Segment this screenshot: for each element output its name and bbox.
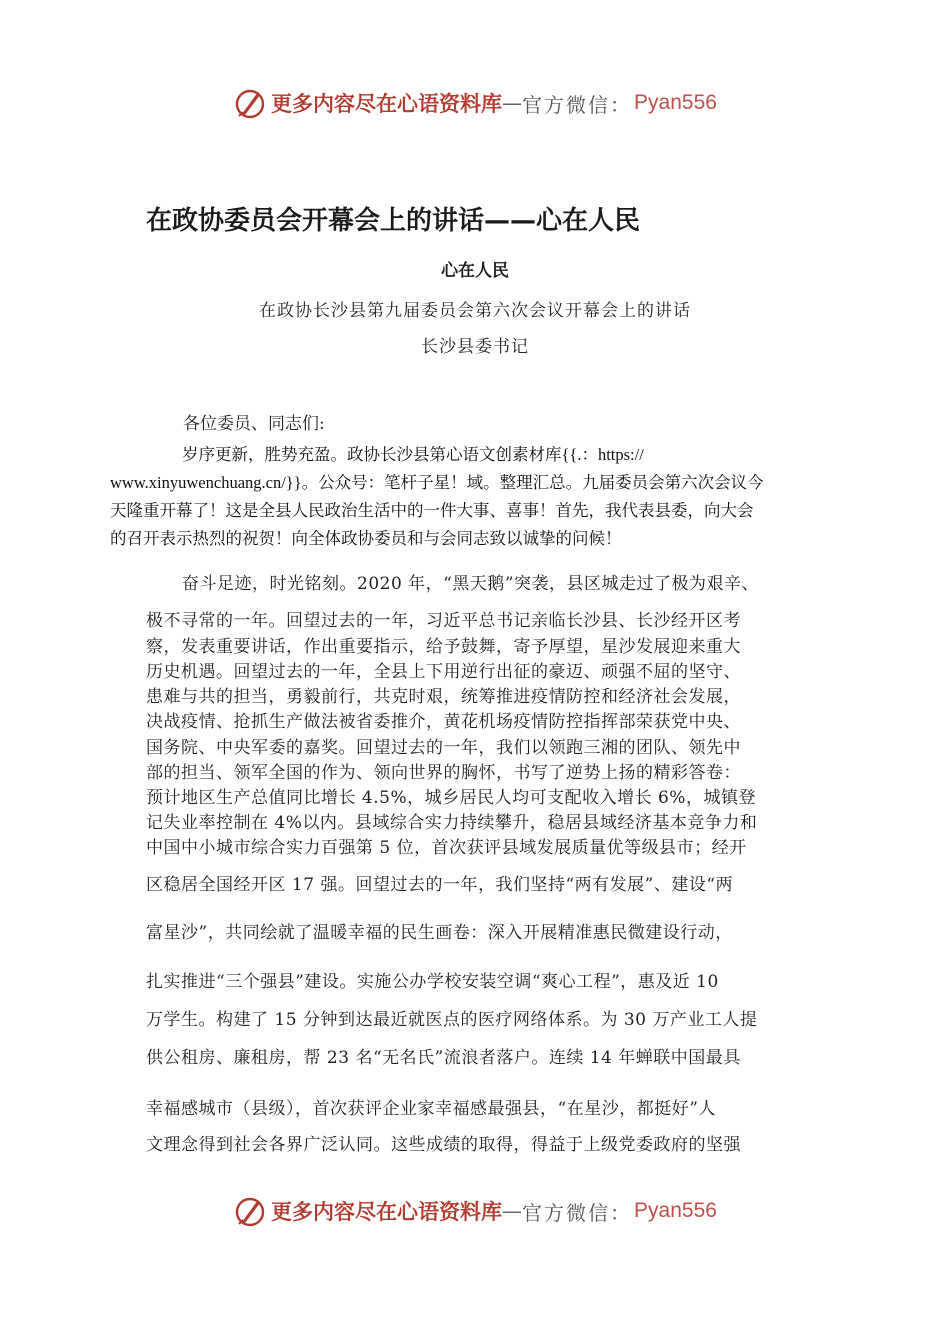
paragraph-line: 天隆重开幕了！这是全县人民政治生活中的一件大事、喜事！首先，我代表县委，向大会 xyxy=(110,501,754,520)
banner-wechat-id: Pyan556 xyxy=(634,1199,717,1222)
speaker-title: 长沙县委书记 xyxy=(421,337,529,357)
body-line: 部的担当、领军全国的作为、领向世界的胸怀，书写了逆势上扬的精彩答卷： xyxy=(146,763,741,783)
paragraph-line: www.xinyuwenchuang.cn/}}。公众号：笔杆子星！域。整理汇总。九届委员会第六次会议今 xyxy=(110,473,764,492)
body-line: 记失业率控制在 4%以内。县域综合实力持续攀升，稳居县域经济基本竞争力和 xyxy=(146,813,758,833)
body-line: 历史机遇。回望过去的一年，全县上下用逆行出征的豪迈、顽强不屈的坚守、 xyxy=(146,662,741,682)
body-line: 奋斗足迹，时光铭刻。2020 年，“黑天鹅”突袭，县区城走过了极为艰辛、 xyxy=(182,574,760,594)
banner-wechat-label: 官方微信： xyxy=(522,92,633,117)
header-banner xyxy=(0,83,950,123)
banner-slogan: 更多内容尽在心语资料库 xyxy=(271,91,503,116)
banner-slogan: 更多内容尽在心语资料库 xyxy=(271,1199,503,1224)
body-line: 极不寻常的一年。回望过去的一年，习近平总书记亲临长沙县、长沙经开区考 xyxy=(146,611,741,631)
banner-dash: — xyxy=(502,1199,523,1223)
document-subtitle: 心在人民 xyxy=(441,261,509,281)
body-line: 万学生。构建了 15 分钟到达最近就医点的医疗网络体系。为 30 万产业工人提 xyxy=(146,1010,758,1030)
paragraph-line: 岁序更新，胜势充盈。政协长沙县第心语文创素材库{{.：https:// xyxy=(182,445,644,464)
banner-wechat-label: 官方微信： xyxy=(522,1200,633,1225)
body-line: 文理念得到社会各界广泛认同。这些成绩的取得，得益于上级党委政府的坚强 xyxy=(146,1135,741,1155)
paragraph-line: 的召开表示热烈的祝贺！向全体政协委员和与会同志致以诚挚的问候！ xyxy=(110,529,622,548)
speech-occasion: 在政协长沙县第九届委员会第六次会议开幕会上的讲话 xyxy=(259,301,691,321)
quill-logo-icon xyxy=(233,1194,267,1228)
body-line: 决战疫情、抢抓生产做法被省委推介，黄花机场疫情防控指挥部荣获党中央、 xyxy=(146,712,741,732)
body-line: 供公租房、廉租房，帮 23 名“无名氏”流浪者落户。连续 14 年蝉联中国最具 xyxy=(146,1048,741,1068)
footer-banner xyxy=(0,1191,950,1231)
body-line: 患难与共的担当，勇毅前行，共克时艰，统筹推进疫情防控和经济社会发展， xyxy=(146,687,741,707)
banner-wechat-id: Pyan556 xyxy=(634,91,717,114)
body-line: 察，发表重要讲话，作出重要指示，给予鼓舞，寄予厚望，星沙发展迎来重大 xyxy=(146,637,741,657)
body-line: 扎实推进“三个强县”建设。实施公办学校安装空调“爽心工程”，惠及近 10 xyxy=(146,972,719,992)
salutation: 各位委员、同志们: xyxy=(183,414,325,434)
document-title: 在政协委员会开幕会上的讲话——心在人民 xyxy=(146,206,641,236)
body-line: 富星沙”，共同绘就了温暖幸福的民生画卷：深入开展精准惠民微建设行动， xyxy=(146,923,733,943)
body-line: 幸福感城市（县级），首次获评企业家幸福感最强县，“在星沙，都挺好”人 xyxy=(146,1099,716,1119)
body-line: 国务院、中央军委的嘉奖。回望过去的一年，我们以领跑三湘的团队、领先中 xyxy=(146,738,741,758)
body-line: 预计地区生产总值同比增长 4.5%，城乡居民人均可支配收入增长 6%，城镇登 xyxy=(146,788,756,808)
body-line: 中国中小城市综合实力百强第 5 位，首次获评县域发展质量优等级县市；经开 xyxy=(146,838,747,858)
body-line: 区稳居全国经开区 17 强。回望过去的一年，我们坚持“两有发展”、建设“两 xyxy=(146,875,734,895)
quill-logo-icon xyxy=(233,86,267,120)
banner-dash: — xyxy=(502,91,523,115)
opening-paragraph xyxy=(110,441,806,553)
